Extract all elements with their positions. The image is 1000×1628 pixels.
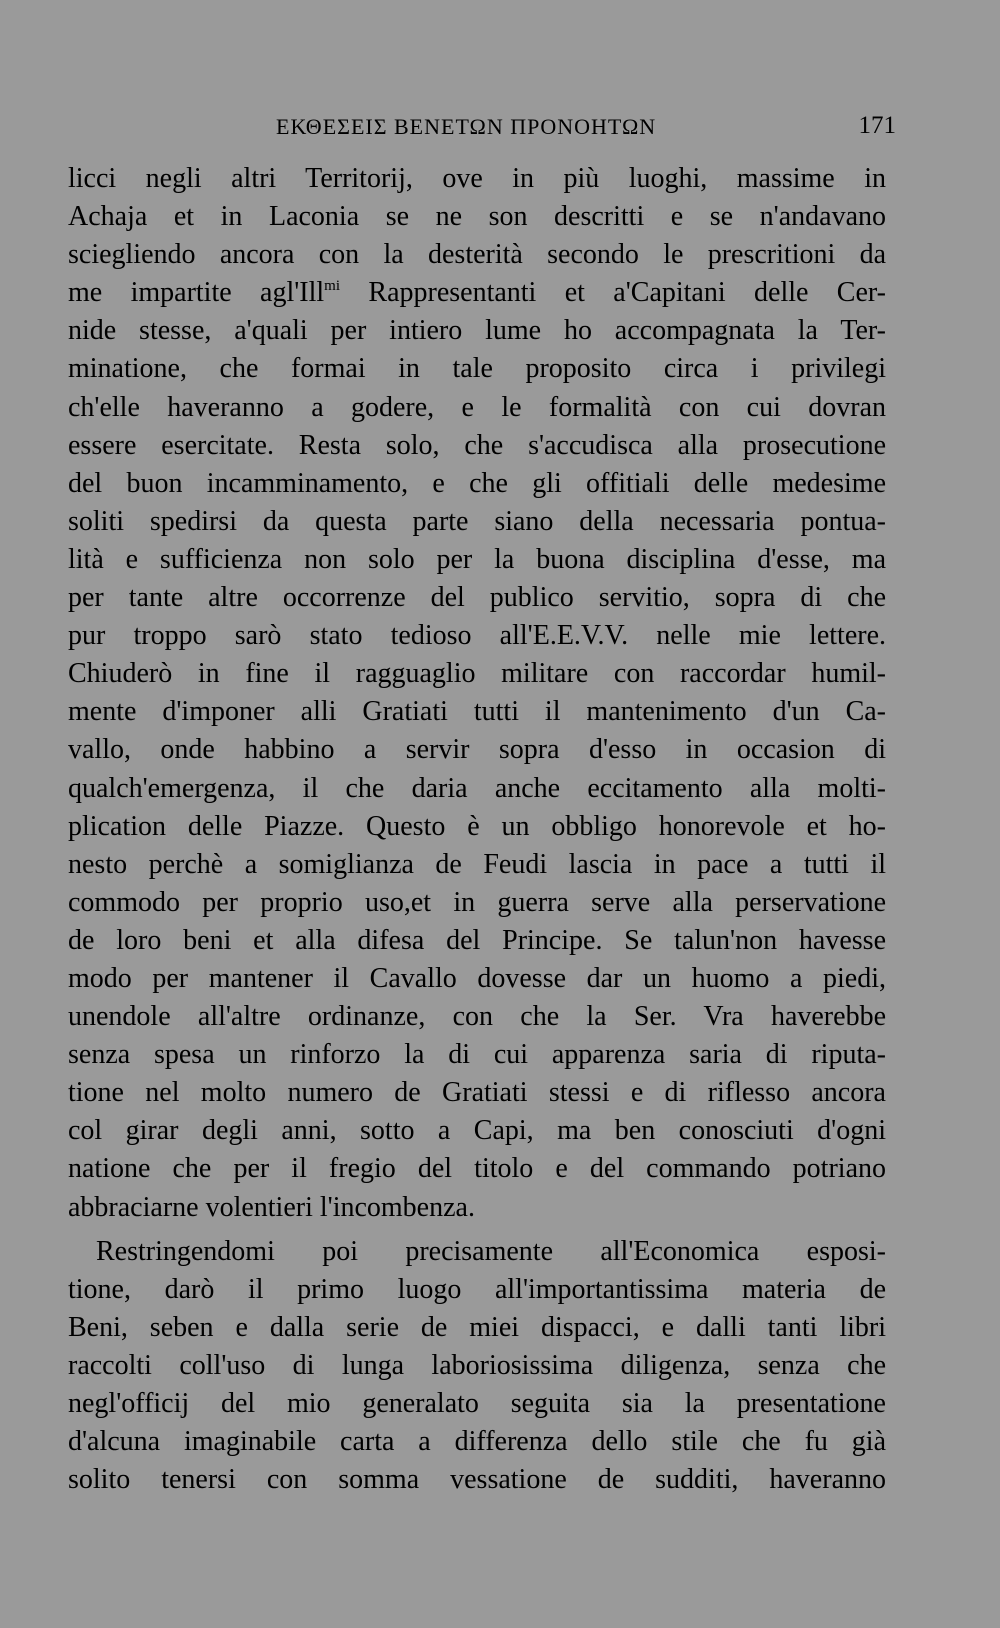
- text-line: essere esercitate. Resta solo, che s'accudisca alla prosecutione: [68, 429, 886, 461]
- text-line: negl'officij del mio generalato seguita sia la presentatione: [68, 1388, 886, 1419]
- text-line: tione, darò il primo luogo all'importantissima materia de: [68, 1273, 886, 1305]
- text-line: [68, 274, 886, 312]
- text-line: senza spesa un rinforzo la di cui apparenza saria di riputa-: [68, 1039, 886, 1071]
- text-line: pur troppo sarò stato tedioso all'E.E.V.V. nelle mie lettere.: [68, 620, 886, 652]
- text-line: de loro beni et alla difesa del Principe. Se talun'non havesse: [68, 924, 886, 956]
- text-line: ch'elle haveranno a godere, e le formalità con cui dovran: [68, 391, 886, 423]
- superscript-abbreviation: mi: [324, 278, 341, 295]
- text-line: per tante altre occorrenze del publico servitio, sopra di che: [68, 582, 886, 614]
- text-line: Beni, seben e dalla serie de miei dispacci, e dalli tanti libri: [68, 1311, 886, 1343]
- text-line: sciegliendo ancora con la desterità secondo le prescritioni da: [68, 239, 886, 271]
- text-line: raccolti coll'uso di lunga laboriosissima diligenza, senza che: [68, 1349, 886, 1381]
- text-line: nesto perchè a somiglianza de Feudi lascia in pace a tutti il: [68, 848, 886, 880]
- running-title: ΕΚΘΕΣΕΙΣ ΒΕΝΕΤΩΝ ΠΡΟΝΟΗΤΩΝ: [276, 114, 657, 139]
- text-line: commodo per proprio uso,et in guerra serve alla perservatione: [68, 886, 886, 918]
- text-line: abbraciarne volentieri l'incombenza.: [68, 1191, 475, 1223]
- text-line: col girar degli anni, sotto a Capi, ma ben conosciuti d'ogni: [68, 1115, 886, 1147]
- text-line: vallo, onde habbino a servir sopra d'esso in occasion di: [68, 734, 886, 766]
- text-line: d'alcuna imaginabile carta a differenza dello stile che fu già: [68, 1426, 886, 1458]
- text-line: Achaja et in Laconia se ne son descritti e se n'andavano: [68, 201, 886, 233]
- paragraph-2: [68, 1233, 886, 1500]
- text-line: mente d'imponer alli Gratiati tutti il mantenimento d'un Ca-: [68, 696, 886, 728]
- text-fragment: Rappresentanti et a'Capitani delle Cer-: [340, 277, 886, 309]
- text-line: licci negli altri Territorij, ove in più luoghi, massime in: [68, 163, 886, 194]
- page-number: 171: [858, 112, 896, 139]
- text-line: solito tenersi con somma vessatione de sudditi, haveranno: [68, 1464, 886, 1496]
- text-line: Chiuderò in fine il ragguaglio militare con raccordar humil-: [68, 658, 886, 690]
- paragraph-1: [68, 160, 886, 1227]
- text-line: natione che per il fregio del titolo e del commando potriano: [68, 1153, 886, 1185]
- text-line: modo per mantener il Cavallo dovesse dar un huomo a piedi,: [68, 962, 886, 994]
- text-line: del buon incamminamento, e che gli offitiali delle medesime: [68, 467, 886, 499]
- body-text: [68, 160, 886, 1499]
- text-line: tione nel molto numero de Gratiati stessi e di riflesso ancora: [68, 1077, 886, 1109]
- text-line: nide stesse, a'quali per intiero lume ho accompagnata la Ter-: [68, 315, 886, 347]
- text-line: plication delle Piazze. Questo è un obbligo honorevole et ho-: [68, 810, 886, 842]
- text-line: soliti spedirsi da questa parte siano della necessaria pontua-: [68, 505, 886, 537]
- text-line: minatione, che formai in tale proposito circa i privilegi: [68, 353, 886, 385]
- text-line: Restringendomi poi precisamente all'Economica esposi-: [96, 1235, 886, 1267]
- text-line: lità e sufficienza non solo per la buona disciplina d'esse, ma: [68, 543, 886, 575]
- text-line: qualch'emergenza, il che daria anche eccitamento alla molti-: [68, 772, 886, 804]
- text-line: unendole all'altre ordinanze, con che la Ser. Vra haverebbe: [68, 1001, 886, 1033]
- running-header: [80, 110, 896, 150]
- text-fragment: me impartite agl'Ill: [68, 277, 325, 309]
